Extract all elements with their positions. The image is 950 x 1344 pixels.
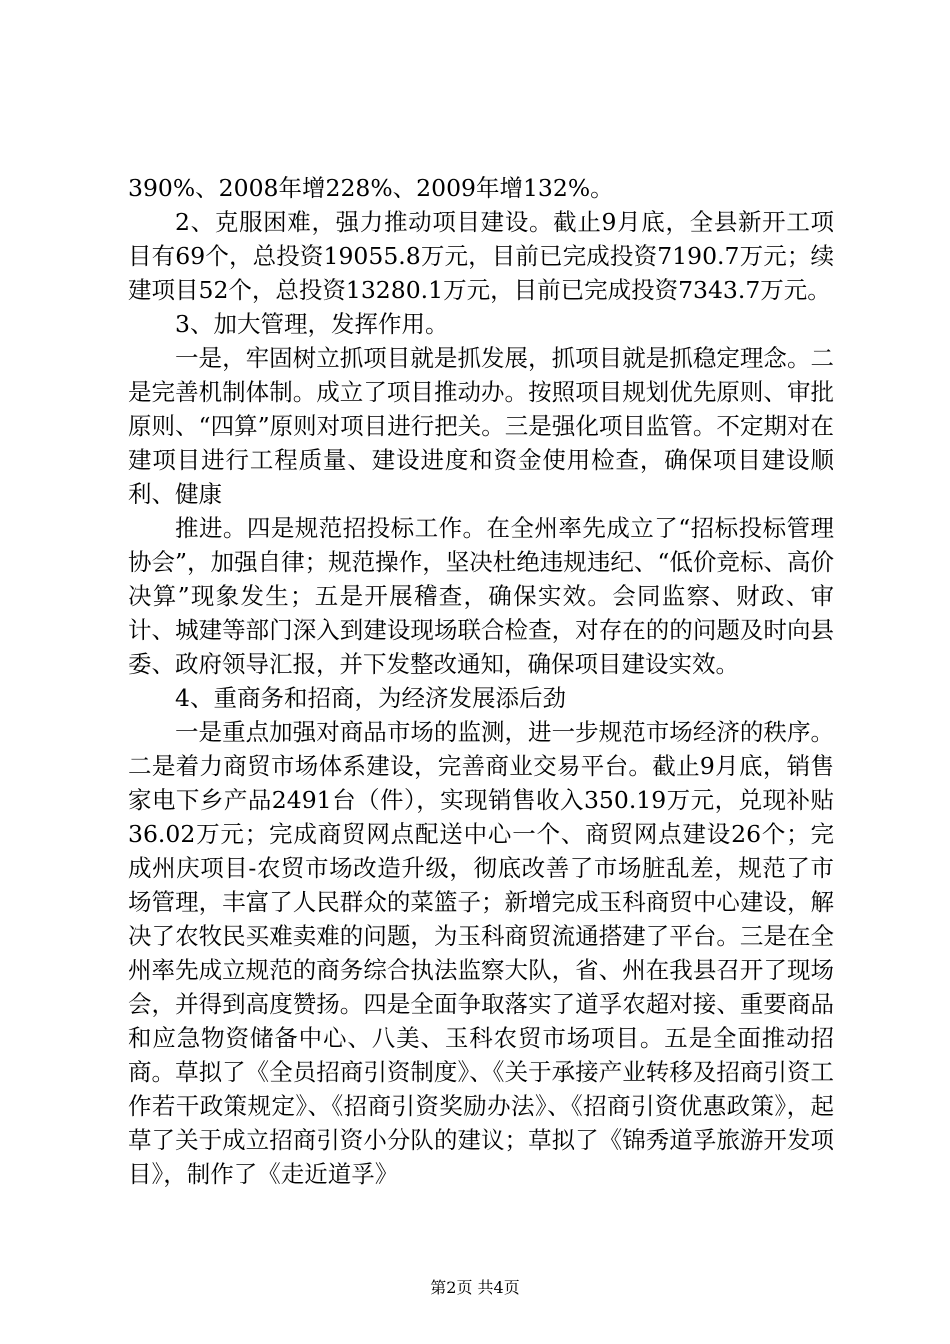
paragraph-continuation: 390%、2008年增228%、2009年增132%。 bbox=[128, 174, 614, 202]
paragraph-commerce-measures: 一是重点加强对商品市场的监测，进一步规范市场经济的秩序。二是着力商贸市场体系建设，完善商业交易平台。截止9月底，销售家电下乡产品2491台（件），实现销售收入350.19万元，兑现补贴36.02万元；完成商贸网点配送中心一个、商贸网点建设26个；完成州庆项目-农贸市场改造升级，彻底改善了市场脏乱差，规范了市场管理，丰富了人民群众的菜篮子；新增完成玉科商贸中心建设，解决了农牧民买难卖难的问题，为玉科商贸流通搭建了平台。三是在全州率先成立规范的商务综合执法监察大队，省、州在我县召开了现场会，并得到高度赞扬。四是全面争取落实了道孚农超对接、重要商品和应急物资储备中心、八美、玉科农贸市场项目。五是全面推动招商。草拟了《全员招商引资制度》、《关于承接产业转移及招商引资工作若干政策规定》、《招商引资奖励办法》、《招商引资优惠政策》，起草了关于成立招商引资小分队的建议；草拟了《锦秀道孚旅游开发项目》，制作了《走近道孚》 bbox=[128, 718, 834, 1188]
paragraph-heading-management: 3、加大管理，发挥作用。 bbox=[175, 310, 449, 338]
document-body bbox=[128, 171, 834, 1191]
paragraph-heading-commerce: 4、重商务和招商，为经济发展添后劲 bbox=[175, 684, 566, 712]
paragraph-bidding-regulation: 推进。四是规范招投标工作。在全州率先成立了“招标投标管理协会”，加强自律；规范操作，坚决杜绝违规违纪、“低价竞标、高价决算”现象发生；五是开展稽查，确保实效。会同监察、财政、审计、城建等部门深入到建设现场联合检查，对存在的的问题及时向县委、政府领导汇报，并下发整改通知，确保项目建设实效。 bbox=[128, 514, 834, 678]
paragraph-project-construction: 2、克服困难，强力推动项目建设。截止9月底，全县新开工项目有69个，总投资19055.8万元，目前已完成投资7190.7万元；续建项目52个，总投资13280.1万元，目前已完成投资7343.7万元。 bbox=[128, 208, 834, 304]
paragraph-management-measures: 一是，牢固树立抓项目就是抓发展，抓项目就是抓稳定理念。二是完善机制体制。成立了项目推动办。按照项目规划优先原则、审批原则、“四算”原则对项目进行把关。三是强化项目监管。不定期对在建项目进行工程质量、建设进度和资金使用检查，确保项目建设顺利、健康 bbox=[128, 344, 834, 508]
page-number-footer: 第2页 共4页 bbox=[430, 1278, 520, 1297]
